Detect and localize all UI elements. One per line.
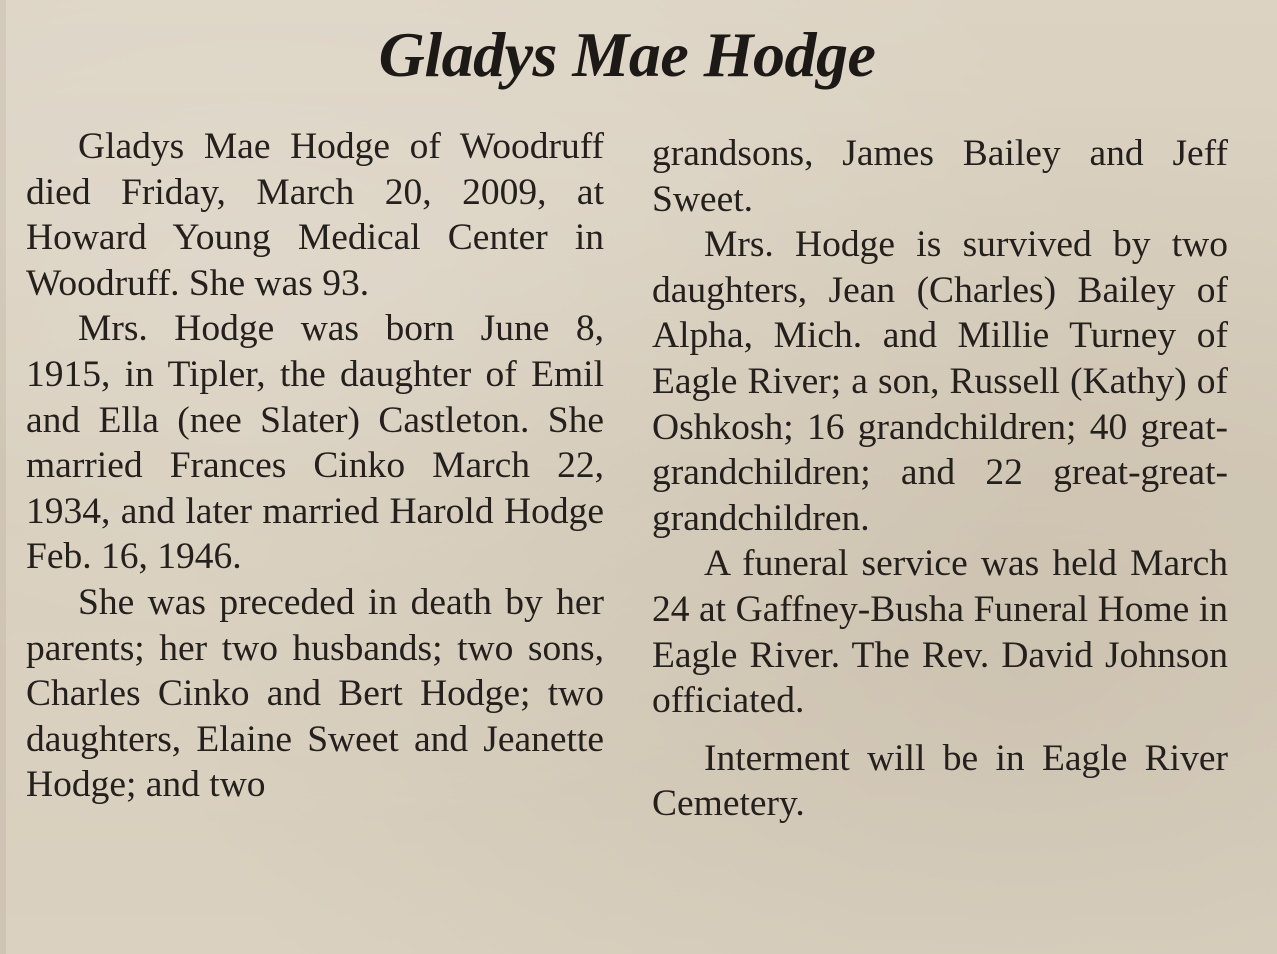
- paper-edge-shadow: [0, 0, 6, 954]
- paragraph-survivors: Mrs. Hodge is survived by two daughters, Jean (Charles) Bailey of Alpha, Mich. and Millie Turney of Eagle River; a son, Russell (Kathy) of Oshkosh; 16 grandchildren; 40 great-grandchildren; and 22 great-great-grandchildren.: [652, 224, 1228, 539]
- paragraph-interment: Interment will be in Eagle River Cemetery.: [652, 737, 1228, 825]
- left-column: [26, 124, 604, 808]
- paragraph-death-notice: Gladys Mae Hodge of Woodruff died Friday, March 20, 2009, at Howard Young Medical Center in Woodruff. She was 93.: [26, 126, 604, 304]
- paragraph-continuation: grandsons, James Bailey and Jeff Sweet.: [652, 133, 1228, 220]
- paragraph-birth-marriage: Mrs. Hodge was born June 8, 1915, in Tipler, the daughter of Emil and Ella (nee Slater) Castleton. She married Frances Cinko March 22, 1934, and later married Harold Hodge Feb. 16, 1946.: [26, 308, 604, 578]
- paragraph-funeral-service: A funeral service was held March 24 at Gaffney-Busha Funeral Home in Eagle River. The Rev. David Johnson officiated.: [652, 543, 1228, 722]
- obituary-headline: Gladys Mae Hodge: [378, 19, 876, 90]
- right-column: [652, 131, 1228, 827]
- paragraph-preceded-in-death: She was preceded in death by her parents; her two husbands; two sons, Charles Cinko and Bert Hodge; two daughters, Elaine Sweet and Jeanette Hodge; and two: [26, 581, 604, 806]
